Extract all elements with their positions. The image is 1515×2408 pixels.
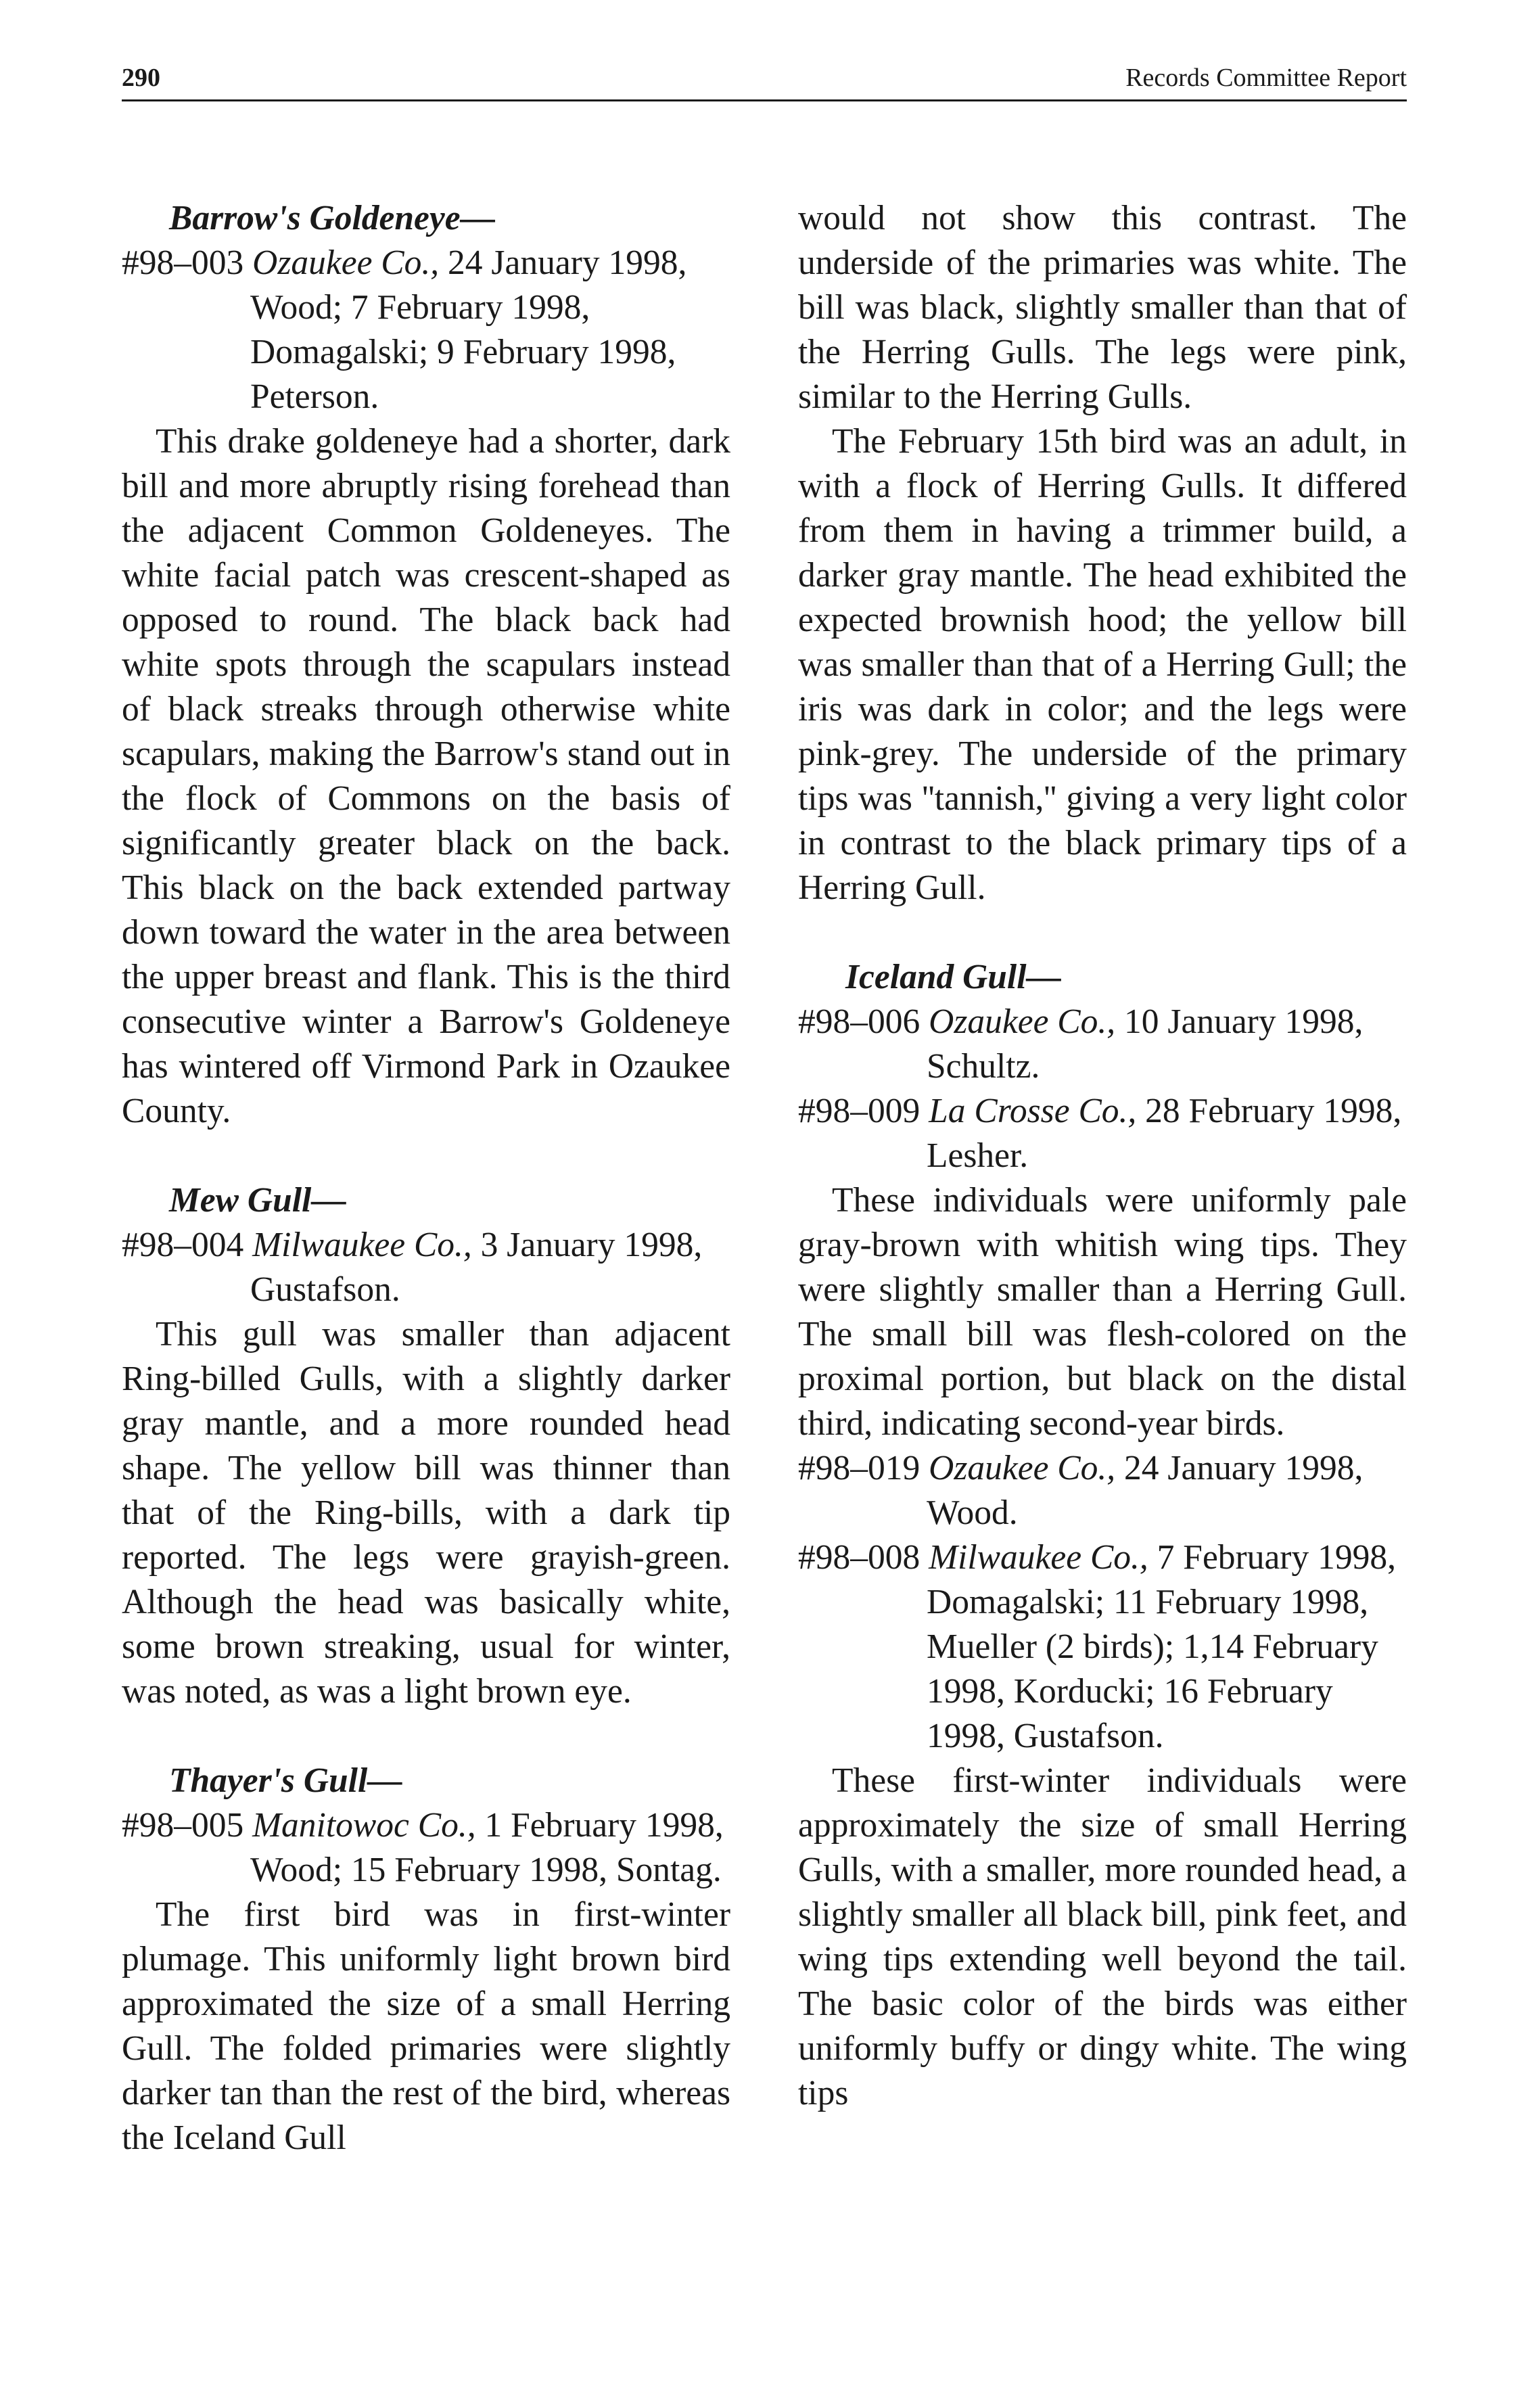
record-entry — [798, 1446, 1407, 1535]
species-heading: Thayer's Gull— — [169, 1761, 402, 1800]
species-heading: Mew Gull— — [169, 1181, 346, 1220]
page-header — [122, 47, 1407, 101]
species-heading: Iceland Gull— — [845, 958, 1062, 996]
record-location: Ozaukee Co., — [929, 1002, 1116, 1041]
description-paragraph: These individuals were uniformly pale gray-brown with whitish wing tips. They were slightly smaller than a Herring Gull. The small bill was flesh-colored on the proximal portion, but black on the distal third, indicating second-year birds. — [798, 1181, 1407, 1443]
record-details: 24 January 1998, Wood; 7 February 1998, Domagalski; 9 February 1998, Peterson. — [250, 244, 687, 416]
barrows-goldeneye-section — [122, 196, 730, 1134]
record-number: #98–006 — [798, 1002, 920, 1041]
record-location: Ozaukee Co., — [252, 244, 440, 282]
record-details: 3 January 1998, Gustafson. — [250, 1226, 703, 1309]
description-paragraph: This gull was smaller than adjacent Ring-billed Gulls, with a slightly darker gray mantle, and a more rounded head shape. The yellow bill was thinner than that of the Ring-bills, with a dark tip reported. The legs were grayish-green. Although the head was basically white, some brown streaking, usual for winter, was noted, as was a light brown eye. — [122, 1315, 730, 1711]
record-details: 28 February 1998, Lesher. — [927, 1092, 1402, 1175]
mew-gull-section — [122, 1178, 730, 1714]
description-paragraph: These first-winter individuals were approximately the size of small Herring Gulls, with a smaller, more rounded head, a slightly smaller all black bill, pink feet, and wing tips extending well beyond the tail. The basic color of the birds was either uniformly buffy or dingy white. The wing tips — [798, 1761, 1407, 2112]
page-number: 290 — [122, 64, 160, 92]
iceland-gull-section — [798, 955, 1407, 2116]
record-entry — [798, 1535, 1407, 1759]
record-details: 1 February 1998, Wood; 15 February 1998, Sontag. — [250, 1806, 724, 1889]
thayers-gull-section — [122, 1759, 730, 2160]
left-column — [122, 196, 730, 2205]
record-entry — [122, 241, 730, 419]
record-number: #98–009 — [798, 1092, 920, 1130]
record-entry — [122, 1803, 730, 1893]
record-location: Milwaukee Co., — [252, 1226, 472, 1264]
record-number: #98–004 — [122, 1226, 244, 1264]
description-paragraph: The first bird was in first-winter plumage. This uniformly light brown bird approximated the size of a small Herring Gull. The folded primaries were slightly darker tan than the rest of the bird, whereas the Iceland Gull — [122, 1895, 730, 2157]
record-location: La Crosse Co., — [929, 1092, 1137, 1130]
record-entry — [122, 1223, 730, 1312]
record-number: #98–019 — [798, 1449, 920, 1487]
right-column — [798, 196, 1407, 2160]
running-title: Records Committee Report — [1125, 64, 1407, 92]
record-number: #98–008 — [798, 1538, 920, 1577]
record-number: #98–005 — [122, 1806, 244, 1845]
record-entry — [798, 1089, 1407, 1178]
record-number: #98–003 — [122, 244, 244, 282]
record-location: Milwaukee Co., — [929, 1538, 1148, 1577]
thayers-gull-continued — [798, 196, 1407, 910]
species-heading: Barrow's Goldeneye— — [169, 199, 496, 237]
description-paragraph: The February 15th bird was an adult, in with a flock of Herring Gulls. It differed from them in having a trimmer build, a darker gray mantle. The head exhibited the expected brownish hood; the yellow bill was smaller than that of a Herring Gull; the iris was dark in color; and the legs were pink-grey. The underside of the primary tips was ''tannish,'' giving a very light color in contrast to the black primary tips of a Herring Gull. — [798, 422, 1407, 907]
continued-paragraph: would not show this contrast. The underside of the primaries was white. The bill was black, slightly smaller than that of the Herring Gulls. The legs were pink, similar to the Herring Gulls. — [798, 199, 1407, 416]
record-location: Ozaukee Co., — [929, 1449, 1116, 1487]
record-location: Manitowoc Co., — [252, 1806, 476, 1845]
record-entry — [798, 1000, 1407, 1089]
record-details: 24 January 1998, Wood. — [927, 1449, 1364, 1532]
description-paragraph: This drake goldeneye had a shorter, dark bill and more abruptly rising forehead than the adjacent Common Goldeneyes. The white facial patch was crescent-shaped as opposed to round. The black back had white spots through the scapulars instead of black streaks through otherwise white scapulars, making the Barrow's stand out in the flock of Commons on the basis of significantly greater black on the back. This black on the back extended partway down toward the water in the area between the upper breast and flank. This is the third consecutive winter a Barrow's Goldeneye has wintered off Virmond Park in Ozaukee County. — [122, 422, 730, 1130]
record-details: 10 January 1998, Schultz. — [927, 1002, 1364, 1086]
record-details: 7 February 1998, Domagalski; 11 February 1998, Mueller (2 birds); 1,14 February 1998, Korducki; 16 February 1998, Gustafson. — [927, 1538, 1396, 1755]
